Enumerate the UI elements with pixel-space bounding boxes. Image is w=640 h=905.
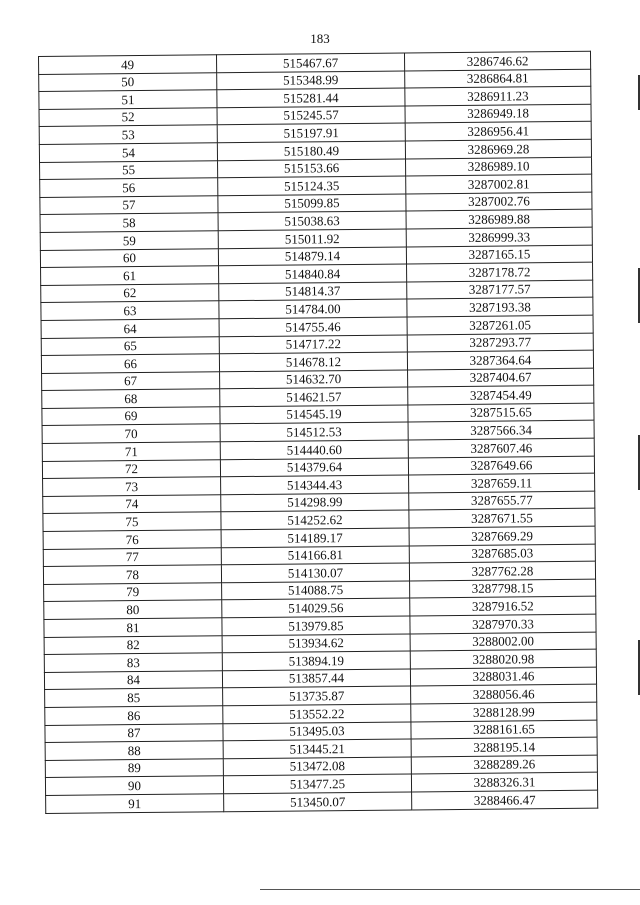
y-coordinate-cell: 3288056.46 [411, 685, 597, 704]
y-coordinate-cell: 3287762.28 [409, 561, 595, 580]
point-number-cell: 63 [41, 301, 219, 320]
x-coordinate-cell: 514379.64 [220, 458, 408, 477]
x-coordinate-cell: 513552.22 [223, 704, 411, 723]
y-coordinate-cell: 3286911.23 [405, 86, 591, 105]
x-coordinate-cell: 514545.19 [220, 405, 408, 424]
y-coordinate-cell: 3287002.81 [406, 174, 592, 193]
point-number-cell: 57 [40, 196, 218, 215]
point-number-cell: 52 [39, 108, 217, 127]
x-coordinate-cell: 513477.25 [223, 774, 411, 793]
x-coordinate-cell: 514130.07 [221, 563, 409, 582]
x-coordinate-cell: 514298.99 [221, 493, 409, 512]
x-coordinate-cell: 514678.12 [219, 352, 407, 371]
point-number-cell: 84 [44, 671, 222, 690]
x-coordinate-cell: 515467.67 [216, 53, 404, 72]
y-coordinate-cell: 3287970.33 [410, 614, 596, 633]
point-number-cell: 59 [40, 231, 218, 250]
y-coordinate-cell: 3287566.34 [408, 421, 594, 440]
y-coordinate-cell: 3288289.26 [411, 755, 597, 774]
y-coordinate-cell: 3287659.11 [409, 473, 595, 492]
x-coordinate-cell: 513445.21 [223, 739, 411, 758]
point-number-cell: 89 [45, 759, 223, 778]
y-coordinate-cell: 3288020.98 [410, 649, 596, 668]
point-number-cell: 72 [42, 459, 220, 478]
point-number-cell: 55 [40, 160, 218, 179]
y-coordinate-cell: 3286989.88 [406, 210, 592, 229]
y-coordinate-cell: 3287178.72 [407, 262, 593, 281]
x-coordinate-cell: 513894.19 [222, 651, 410, 670]
y-coordinate-cell: 3288466.47 [412, 790, 598, 809]
x-coordinate-cell: 514166.81 [221, 546, 409, 565]
y-coordinate-cell: 3286989.10 [406, 157, 592, 176]
point-number-cell: 73 [43, 477, 221, 496]
x-coordinate-cell: 514440.60 [220, 440, 408, 459]
point-number-cell: 74 [43, 495, 221, 514]
y-coordinate-cell: 3287655.77 [409, 491, 595, 510]
point-number-cell: 90 [45, 776, 223, 795]
x-coordinate-cell: 514814.37 [219, 282, 407, 301]
point-number-cell: 51 [39, 90, 217, 109]
y-coordinate-cell: 3287671.55 [409, 509, 595, 528]
x-coordinate-cell: 515348.99 [217, 71, 405, 90]
x-coordinate-cell: 513979.85 [222, 616, 410, 635]
y-coordinate-cell: 3288195.14 [411, 737, 597, 756]
x-coordinate-cell: 513735.87 [223, 686, 411, 705]
point-number-cell: 69 [42, 407, 220, 426]
point-number-cell: 81 [44, 618, 222, 637]
point-number-cell: 60 [40, 248, 218, 267]
point-number-cell: 61 [41, 266, 219, 285]
point-number-cell: 53 [39, 125, 217, 144]
point-number-cell: 65 [41, 336, 219, 355]
y-coordinate-cell: 3287177.57 [407, 280, 593, 299]
point-number-cell: 87 [45, 723, 223, 742]
y-coordinate-cell: 3286999.33 [406, 227, 592, 246]
point-number-cell: 58 [40, 213, 218, 232]
y-coordinate-cell: 3287364.64 [407, 350, 593, 369]
point-number-cell: 78 [43, 565, 221, 584]
x-coordinate-cell: 514621.57 [220, 387, 408, 406]
point-number-cell: 49 [39, 55, 217, 74]
point-number-cell: 68 [42, 389, 220, 408]
scan-bottom-rule [260, 889, 640, 890]
y-coordinate-cell: 3287515.65 [408, 403, 594, 422]
x-coordinate-cell: 514784.00 [219, 299, 407, 318]
x-coordinate-cell: 513857.44 [222, 669, 410, 688]
y-coordinate-cell: 3287916.52 [410, 597, 596, 616]
coordinates-table-body [39, 51, 598, 813]
point-number-cell: 82 [44, 635, 222, 654]
x-coordinate-cell: 514512.53 [220, 422, 408, 441]
y-coordinate-cell: 3286746.62 [404, 51, 590, 70]
y-coordinate-cell: 3288161.65 [411, 720, 597, 739]
point-number-cell: 54 [39, 143, 217, 162]
point-number-cell: 88 [45, 741, 223, 760]
coordinates-table [38, 51, 598, 814]
y-coordinate-cell: 3287193.38 [407, 297, 593, 316]
x-coordinate-cell: 514717.22 [219, 334, 407, 353]
y-coordinate-cell: 3288002.00 [410, 632, 596, 651]
x-coordinate-cell: 515153.66 [218, 159, 406, 178]
y-coordinate-cell: 3286864.81 [405, 69, 591, 88]
y-coordinate-cell: 3287261.05 [407, 315, 593, 334]
point-number-cell: 71 [42, 442, 220, 461]
y-coordinate-cell: 3287293.77 [407, 333, 593, 352]
y-coordinate-cell: 3286949.18 [405, 104, 591, 123]
y-coordinate-cell: 3286956.41 [405, 122, 591, 141]
x-coordinate-cell: 515038.63 [218, 211, 406, 230]
point-number-cell: 56 [40, 178, 218, 197]
point-number-cell: 66 [41, 354, 219, 373]
point-number-cell: 67 [42, 371, 220, 390]
x-coordinate-cell: 514755.46 [219, 317, 407, 336]
x-coordinate-cell: 515180.49 [217, 141, 405, 160]
point-number-cell: 62 [41, 283, 219, 302]
x-coordinate-cell: 514879.14 [218, 247, 406, 266]
point-number-cell: 85 [45, 688, 223, 707]
y-coordinate-cell: 3287404.67 [408, 368, 594, 387]
y-coordinate-cell: 3287165.15 [406, 245, 592, 264]
point-number-cell: 86 [45, 706, 223, 725]
page-number: 183 [310, 31, 330, 46]
y-coordinate-cell: 3287607.46 [408, 438, 594, 457]
point-number-cell: 50 [39, 72, 217, 91]
y-coordinate-cell: 3287649.66 [408, 456, 594, 475]
y-coordinate-cell: 3288128.99 [411, 702, 597, 721]
y-coordinate-cell: 3286969.28 [405, 139, 591, 158]
x-coordinate-cell: 514252.62 [221, 510, 409, 529]
point-number-cell: 64 [41, 319, 219, 338]
y-coordinate-cell: 3287798.15 [410, 579, 596, 598]
x-coordinate-cell: 515011.92 [218, 229, 406, 248]
y-coordinate-cell: 3288326.31 [411, 773, 597, 792]
y-coordinate-cell: 3287454.49 [408, 385, 594, 404]
point-number-cell: 77 [43, 547, 221, 566]
x-coordinate-cell: 514344.43 [221, 475, 409, 494]
x-coordinate-cell: 515281.44 [217, 88, 405, 107]
y-coordinate-cell: 3287685.03 [409, 544, 595, 563]
y-coordinate-cell: 3288031.46 [410, 667, 596, 686]
y-coordinate-cell: 3287002.76 [406, 192, 592, 211]
x-coordinate-cell: 514088.75 [222, 581, 410, 600]
point-number-cell: 80 [44, 600, 222, 619]
x-coordinate-cell: 514840.84 [219, 264, 407, 283]
x-coordinate-cell: 513495.03 [223, 722, 411, 741]
point-number-cell: 75 [43, 512, 221, 531]
point-number-cell: 79 [44, 583, 222, 602]
x-coordinate-cell: 515245.57 [217, 106, 405, 125]
x-coordinate-cell: 513450.07 [224, 792, 412, 811]
point-number-cell: 91 [46, 794, 224, 813]
y-coordinate-cell: 3287669.29 [409, 526, 595, 545]
point-number-cell: 76 [43, 530, 221, 549]
x-coordinate-cell: 515124.35 [218, 176, 406, 195]
x-coordinate-cell: 514029.56 [222, 598, 410, 617]
x-coordinate-cell: 513472.08 [223, 757, 411, 776]
point-number-cell: 70 [42, 424, 220, 443]
x-coordinate-cell: 513934.62 [222, 634, 410, 653]
point-number-cell: 83 [44, 653, 222, 672]
x-coordinate-cell: 514632.70 [220, 370, 408, 389]
coordinates-table-container [38, 51, 597, 814]
x-coordinate-cell: 515197.91 [217, 123, 405, 142]
x-coordinate-cell: 515099.85 [218, 194, 406, 213]
x-coordinate-cell: 514189.17 [221, 528, 409, 547]
